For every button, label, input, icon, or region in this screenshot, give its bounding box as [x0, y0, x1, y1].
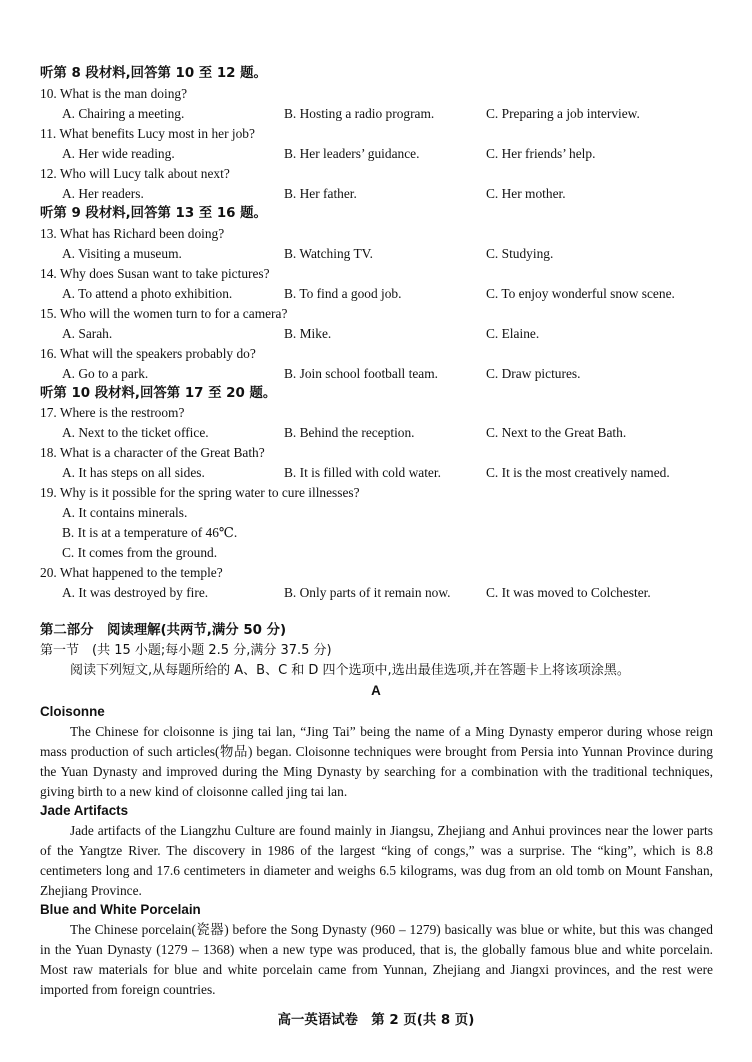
option-c: C. Her mother.: [486, 186, 566, 201]
option-c: C. Draw pictures.: [486, 366, 581, 381]
section-one-title: 第一节 (共 15 小题;每小题 2.5 分,满分 37.5 分): [40, 643, 332, 658]
passage-letter: A: [371, 683, 381, 698]
option-c: C. Next to the Great Bath.: [486, 425, 627, 440]
option-b: B. Watching TV.: [284, 246, 373, 261]
question-12-stem: 12. Who will Lucy talk about next?: [40, 166, 230, 181]
option-a: A. It was destroyed by fire.: [62, 585, 209, 600]
option-c: C. Preparing a job interview.: [486, 106, 640, 121]
option-b: B. To find a good job.: [284, 286, 402, 301]
option-a: A. Her wide reading.: [62, 146, 175, 161]
option-a: A. It contains minerals.: [62, 505, 188, 520]
option-a: A. Her readers.: [62, 186, 144, 201]
reading-instruction: 阅读下列短文,从每题所给的 A、B、C 和 D 四个选项中,选出最佳选项,并在答题卡上将该项涂黑。: [70, 663, 630, 678]
option-b: B. It is at a temperature of 46℃.: [62, 525, 238, 540]
option-a: A. Chairing a meeting.: [62, 106, 185, 121]
option-b: B. Only parts of it remain now.: [284, 585, 451, 600]
option-c: C. Studying.: [486, 246, 554, 261]
option-a: A. Go to a park.: [62, 366, 149, 381]
option-c: C. Her friends’ help.: [486, 146, 596, 161]
option-b: B. Hosting a radio program.: [284, 106, 435, 121]
question-18-stem: 18. What is a character of the Great Bath?: [40, 445, 265, 460]
part-two-title: 第二部分 阅读理解(共两节,满分 50 分): [40, 623, 287, 638]
question-16-stem: 16. What will the speakers probably do?: [40, 346, 256, 361]
jade-paragraph: Jade artifacts of the Liangzhu Culture are found mainly in Jiangsu, Zhejiang and Anhui provinces near the lower parts of the Yangtze River. The discovery in 1986 of the largest “king of congs,” was a surprise. The “king”, which is 8.8 centimeters long and 17.6 centimeters in diameter and weighs 6.5 kilograms, was dug from an old tomb on Mount Fanshan, Zhejiang Province.: [40, 823, 713, 898]
option-a: A. Next to the ticket office.: [62, 425, 209, 440]
listening-intro-10: 听第 10 段材料,回答第 17 至 20 题。: [40, 386, 277, 401]
option-c: C. To enjoy wonderful snow scene.: [486, 286, 675, 301]
option-b: B. Behind the reception.: [284, 425, 415, 440]
option-b: B. Mike.: [284, 326, 332, 341]
option-c: C. It is the most creatively named.: [486, 465, 670, 480]
cloisonne-heading: Cloisonne: [40, 704, 105, 719]
listening-intro-8: 听第 8 段材料,回答第 10 至 12 题。: [40, 66, 267, 81]
question-20-stem: 20. What happened to the temple?: [40, 565, 223, 580]
option-a: A. It has steps on all sides.: [62, 465, 205, 480]
porcelain-paragraph: The Chinese porcelain(瓷器) before the Song Dynasty (960 – 1279) basically was blue or white, but this was changed in the Yuan Dynasty (1279 – 1368) when a new type was produced, that is, the globally famous blue and white porcelain. Most raw materials for blue and white porcelain came from Yunnan, Zhejiang and Jiangxi provinces, and the rest were imported from foreign countries.: [40, 922, 713, 997]
option-a: A. To attend a photo exhibition.: [62, 286, 233, 301]
option-b: B. It is filled with cold water.: [284, 465, 441, 480]
question-15-stem: 15. Who will the women turn to for a camera?: [40, 306, 288, 321]
option-c: C. Elaine.: [486, 326, 540, 341]
listening-intro-9: 听第 9 段材料,回答第 13 至 16 题。: [40, 206, 267, 221]
jade-heading: Jade Artifacts: [40, 803, 129, 818]
option-c: C. It comes from the ground.: [62, 545, 218, 560]
option-b: B. Join school football team.: [284, 366, 438, 381]
question-17-stem: 17. Where is the restroom?: [40, 405, 185, 420]
option-b: B. Her father.: [284, 186, 357, 201]
option-c: C. It was moved to Colchester.: [486, 585, 651, 600]
cloisonne-paragraph: The Chinese for cloisonne is jing tai lan, “Jing Tai” being the name of a Ming Dynasty emperor during whose reign mass production of such articles(物品) began. Cloisonne techniques were brought from Persia into Yunnan Province during the Yuan Dynasty and improved during the Ming Dynasty by searching for a combination with the traditional techniques, giving birth to a new kind of cloisonne called jing tai lan.: [40, 724, 713, 799]
question-19-stem: 19. Why is it possible for the spring water to cure illnesses?: [40, 485, 360, 500]
option-b: B. Her leaders’ guidance.: [284, 146, 420, 161]
question-13-stem: 13. What has Richard been doing?: [40, 226, 225, 241]
option-a: A. Sarah.: [62, 326, 113, 341]
page-footer: 高一英语试卷 第 2 页(共 8 页): [277, 1013, 475, 1028]
question-14-stem: 14. Why does Susan want to take pictures?: [40, 266, 270, 281]
option-a: A. Visiting a museum.: [62, 246, 182, 261]
question-11-stem: 11. What benefits Lucy most in her job?: [40, 126, 255, 141]
question-10-stem: 10. What is the man doing?: [40, 86, 188, 101]
porcelain-heading: Blue and White Porcelain: [40, 902, 201, 917]
